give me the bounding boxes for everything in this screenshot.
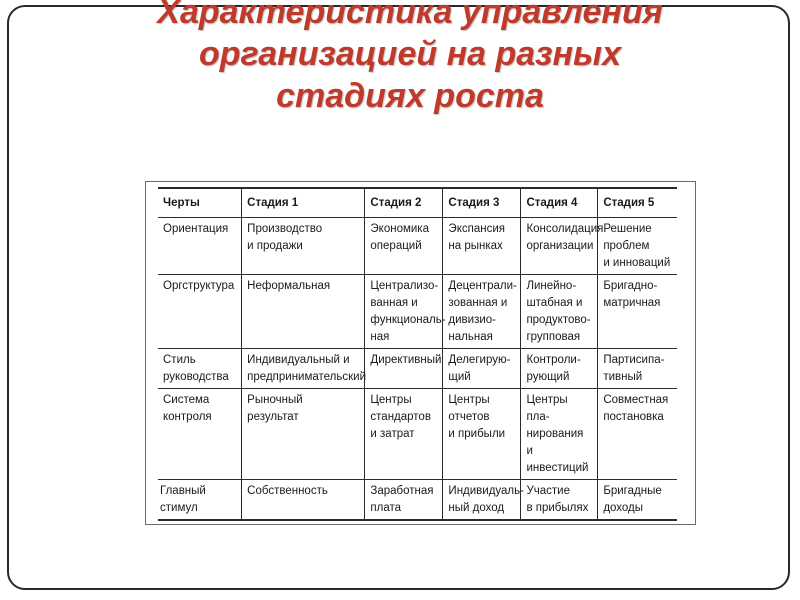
table-image-frame bbox=[145, 181, 696, 525]
row-label-cell: Стиль руководства bbox=[158, 349, 242, 389]
table-cell: Центры пла- нирования и инвестиций bbox=[521, 389, 598, 480]
header-cell-stage-4: Стадия 4 bbox=[521, 188, 598, 218]
row-label-cell: Ориентация bbox=[158, 218, 242, 275]
table-cell: Централизо- ванная и функциональ- ная bbox=[365, 275, 443, 349]
slide-title-line-2: организацией на разных bbox=[199, 35, 621, 73]
table-cell: Контроли- рующий bbox=[521, 349, 598, 389]
table-cell: Партисипа- тивный bbox=[598, 349, 677, 389]
table-cell: Экономика операций bbox=[365, 218, 443, 275]
row-label-cell: Оргструктура bbox=[158, 275, 242, 349]
table-row bbox=[158, 389, 677, 480]
table-cell: Бригадно- матричная bbox=[598, 275, 677, 349]
slide-title-line-1: Характеристика управления bbox=[157, 0, 663, 31]
table-cell: Экспансия на рынках bbox=[443, 218, 521, 275]
header-cell-stage-2: Стадия 2 bbox=[365, 188, 443, 218]
table-cell: Бригадные доходы bbox=[598, 480, 677, 521]
table-row bbox=[158, 275, 677, 349]
table-cell: Решение проблем и инноваций bbox=[598, 218, 677, 275]
header-cell-stage-3: Стадия 3 bbox=[443, 188, 521, 218]
row-label-cell: Система контроля bbox=[158, 389, 242, 480]
table-header-row bbox=[158, 188, 677, 218]
row-label-cell: Главный стимул bbox=[158, 480, 242, 521]
header-cell-features: Черты bbox=[158, 188, 242, 218]
table-cell: Индивидуаль- ный доход bbox=[443, 480, 521, 521]
table-cell: Делегирую- щий bbox=[443, 349, 521, 389]
table-cell: Линейно- штабная и продуктово- групповая bbox=[521, 275, 598, 349]
table-cell: Центры отчетов и прибыли bbox=[443, 389, 521, 480]
table-cell: Неформальная bbox=[242, 275, 365, 349]
table-cell: Рыночный результат bbox=[242, 389, 365, 480]
table-cell: Индивидуальный и предпринимательский bbox=[242, 349, 365, 389]
header-cell-stage-1: Стадия 1 bbox=[242, 188, 365, 218]
table-cell: Совместная постановка bbox=[598, 389, 677, 480]
table-cell: Собственность bbox=[242, 480, 365, 521]
slide-title-line-3: стадиях роста bbox=[276, 77, 544, 115]
table-cell: Консолидация организации bbox=[521, 218, 598, 275]
table-row bbox=[158, 480, 677, 521]
table-row bbox=[158, 349, 677, 389]
table-cell: Заработная плата bbox=[365, 480, 443, 521]
header-cell-stage-5: Стадия 5 bbox=[598, 188, 677, 218]
table-cell: Центры стандартов и затрат bbox=[365, 389, 443, 480]
table-cell: Децентрали- зованная и дивизио- нальная bbox=[443, 275, 521, 349]
table-cell: Участие в прибылях bbox=[521, 480, 598, 521]
table-row bbox=[158, 218, 677, 275]
table-cell: Производство и продажи bbox=[242, 218, 365, 275]
table-cell: Директивный bbox=[365, 349, 443, 389]
growth-stages-table bbox=[158, 187, 677, 521]
